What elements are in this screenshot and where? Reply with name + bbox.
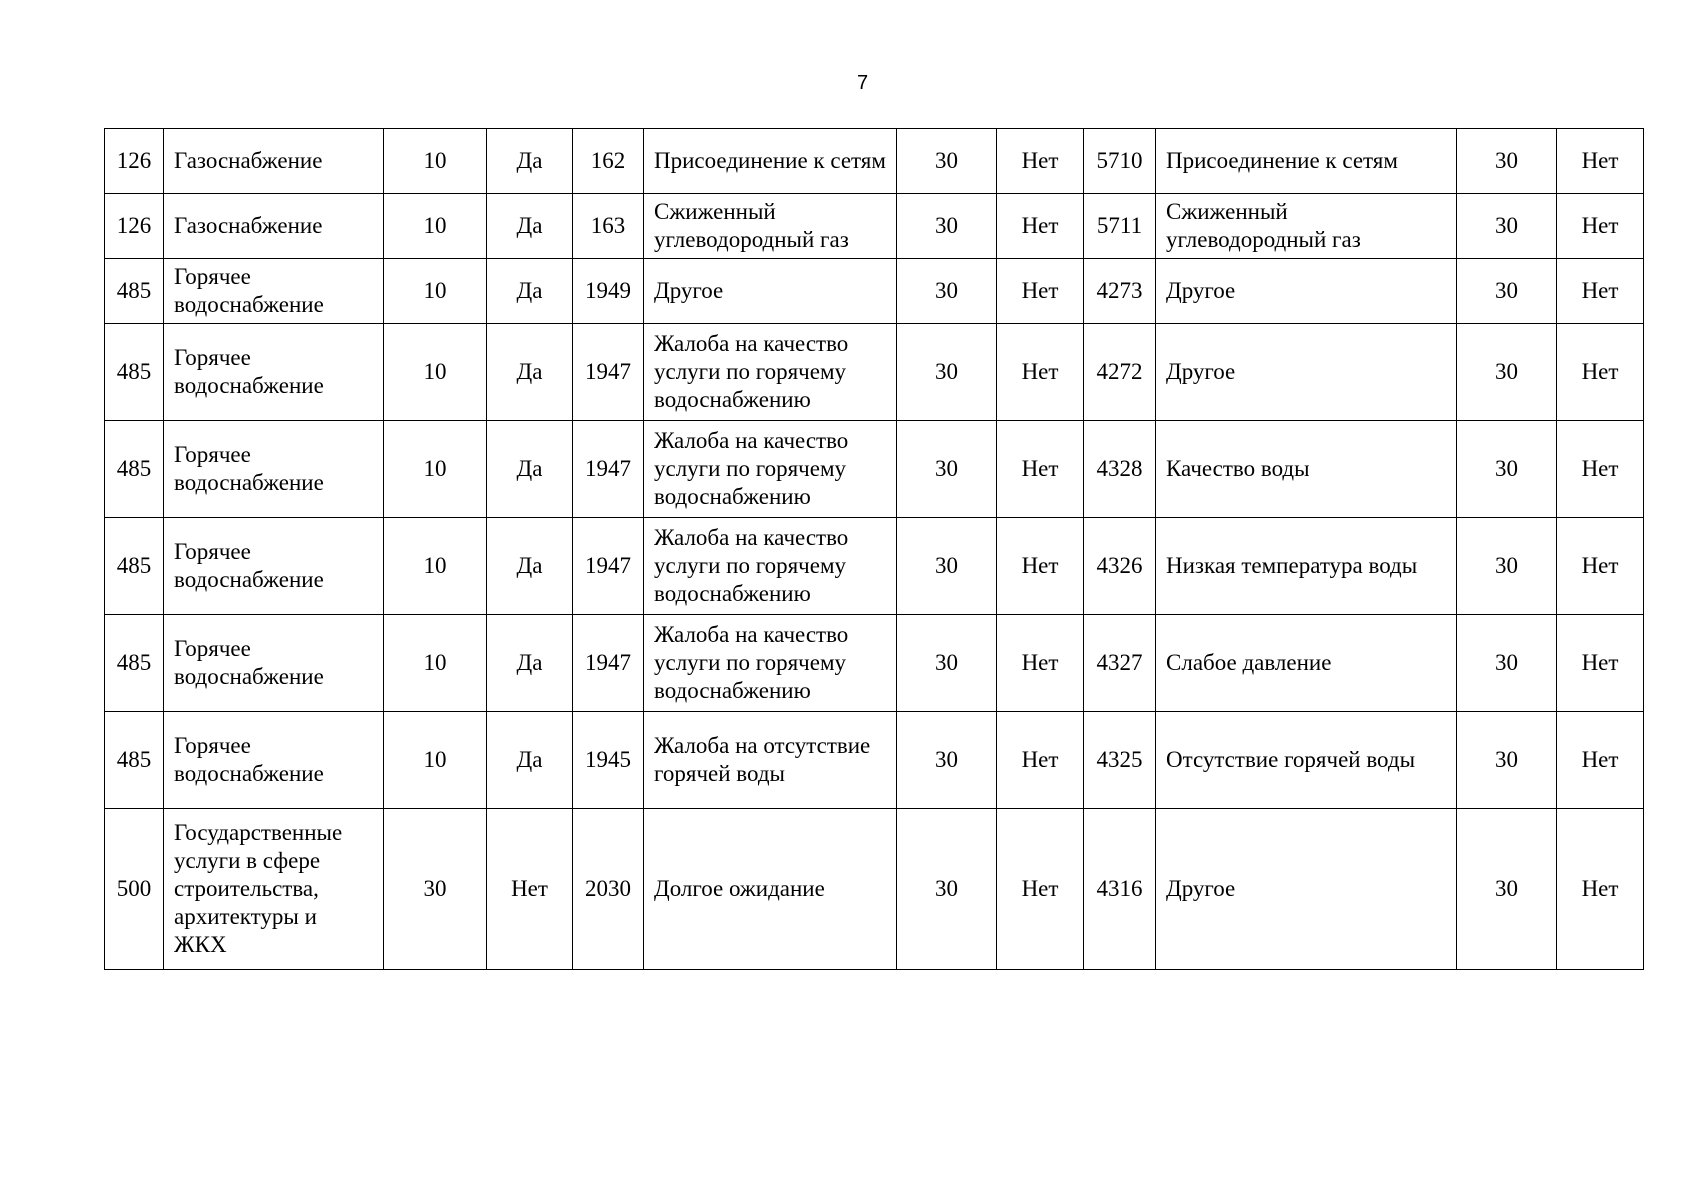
subcategory-id: 1945: [573, 712, 644, 809]
table-row: [105, 129, 1644, 194]
subcategory-flag: Нет: [997, 518, 1084, 615]
category-id: 485: [105, 518, 164, 615]
category-flag: Да: [487, 259, 573, 324]
category-id: 126: [105, 194, 164, 259]
category-name: Государственные услуги в сфере строительства, архитектуры и ЖКХ: [164, 809, 384, 970]
category-id: 126: [105, 129, 164, 194]
subcategory-id: 1949: [573, 259, 644, 324]
category-days: 10: [384, 194, 487, 259]
topic-days: 30: [1457, 259, 1557, 324]
topic-name: Качество воды: [1156, 421, 1457, 518]
subcategory-flag: Нет: [997, 194, 1084, 259]
category-id: 485: [105, 615, 164, 712]
subcategory-days: 30: [897, 421, 997, 518]
table-row: [105, 324, 1644, 421]
category-name: Газоснабжение: [164, 194, 384, 259]
topic-flag: Нет: [1557, 324, 1644, 421]
topic-name: Отсутствие горячей воды: [1156, 712, 1457, 809]
subcategory-id: 1947: [573, 518, 644, 615]
topic-id: 4327: [1084, 615, 1156, 712]
topic-flag: Нет: [1557, 518, 1644, 615]
subcategory-days: 30: [897, 809, 997, 970]
table-row: [105, 518, 1644, 615]
topic-name: Другое: [1156, 259, 1457, 324]
table-row: [105, 809, 1644, 970]
category-id: 485: [105, 259, 164, 324]
topic-days: 30: [1457, 712, 1557, 809]
topic-name: Другое: [1156, 324, 1457, 421]
topic-days: 30: [1457, 809, 1557, 970]
category-days: 10: [384, 324, 487, 421]
category-days: 10: [384, 518, 487, 615]
category-days: 10: [384, 421, 487, 518]
topic-id: 4325: [1084, 712, 1156, 809]
subcategory-name: Жалоба на качество услуги по горячему водоснабжению: [644, 615, 897, 712]
category-name: Газоснабжение: [164, 129, 384, 194]
subcategory-flag: Нет: [997, 324, 1084, 421]
table-row: [105, 712, 1644, 809]
subcategory-id: 1947: [573, 615, 644, 712]
subcategory-id: 2030: [573, 809, 644, 970]
subcategory-flag: Нет: [997, 809, 1084, 970]
data-table: [104, 128, 1644, 970]
topic-name: Присоединение к сетям: [1156, 129, 1457, 194]
category-name: Горячее водоснабжение: [164, 712, 384, 809]
topic-days: 30: [1457, 194, 1557, 259]
topic-id: 5711: [1084, 194, 1156, 259]
topic-days: 30: [1457, 324, 1557, 421]
category-id: 500: [105, 809, 164, 970]
subcategory-days: 30: [897, 615, 997, 712]
topic-flag: Нет: [1557, 194, 1644, 259]
table-row: [105, 194, 1644, 259]
topic-name: Низкая температура воды: [1156, 518, 1457, 615]
category-name: Горячее водоснабжение: [164, 615, 384, 712]
category-id: 485: [105, 421, 164, 518]
topic-id: 4273: [1084, 259, 1156, 324]
page-number: 7: [856, 72, 869, 94]
category-id: 485: [105, 712, 164, 809]
topic-flag: Нет: [1557, 259, 1644, 324]
topic-id: 4316: [1084, 809, 1156, 970]
subcategory-name: Долгое ожидание: [644, 809, 897, 970]
category-days: 10: [384, 712, 487, 809]
subcategory-name: Жалоба на отсутствие горячей воды: [644, 712, 897, 809]
subcategory-flag: Нет: [997, 421, 1084, 518]
category-name: Горячее водоснабжение: [164, 324, 384, 421]
subcategory-days: 30: [897, 194, 997, 259]
topic-flag: Нет: [1557, 712, 1644, 809]
category-flag: Да: [487, 712, 573, 809]
table-row: [105, 421, 1644, 518]
subcategory-days: 30: [897, 259, 997, 324]
topic-name: Другое: [1156, 809, 1457, 970]
topic-flag: Нет: [1557, 129, 1644, 194]
topic-name: Слабое давление: [1156, 615, 1457, 712]
subcategory-id: 162: [573, 129, 644, 194]
subcategory-days: 30: [897, 712, 997, 809]
subcategory-id: 1947: [573, 324, 644, 421]
subcategory-name: Жалоба на качество услуги по горячему водоснабжению: [644, 324, 897, 421]
subcategory-flag: Нет: [997, 259, 1084, 324]
subcategory-flag: Нет: [997, 615, 1084, 712]
subcategory-days: 30: [897, 324, 997, 421]
category-flag: Да: [487, 324, 573, 421]
subcategory-id: 1947: [573, 421, 644, 518]
category-days: 10: [384, 259, 487, 324]
category-name: Горячее водоснабжение: [164, 421, 384, 518]
topic-id: 4326: [1084, 518, 1156, 615]
category-days: 30: [384, 809, 487, 970]
topic-flag: Нет: [1557, 421, 1644, 518]
category-flag: Нет: [487, 809, 573, 970]
category-flag: Да: [487, 129, 573, 194]
topic-flag: Нет: [1557, 809, 1644, 970]
category-flag: Да: [487, 518, 573, 615]
topic-days: 30: [1457, 518, 1557, 615]
category-flag: Да: [487, 615, 573, 712]
topic-days: 30: [1457, 615, 1557, 712]
topic-flag: Нет: [1557, 615, 1644, 712]
subcategory-name: Другое: [644, 259, 897, 324]
category-days: 10: [384, 129, 487, 194]
subcategory-days: 30: [897, 129, 997, 194]
subcategory-id: 163: [573, 194, 644, 259]
topic-id: 4328: [1084, 421, 1156, 518]
category-name: Горячее водоснабжение: [164, 259, 384, 324]
subcategory-name: Жалоба на качество услуги по горячему водоснабжению: [644, 518, 897, 615]
category-id: 485: [105, 324, 164, 421]
category-flag: Да: [487, 194, 573, 259]
subcategory-name: Сжиженный углеводородный газ: [644, 194, 897, 259]
category-flag: Да: [487, 421, 573, 518]
topic-days: 30: [1457, 129, 1557, 194]
topic-id: 5710: [1084, 129, 1156, 194]
table-row: [105, 259, 1644, 324]
category-days: 10: [384, 615, 487, 712]
subcategory-name: Присоединение к сетям: [644, 129, 897, 194]
table-row: [105, 615, 1644, 712]
subcategory-days: 30: [897, 518, 997, 615]
category-name: Горячее водоснабжение: [164, 518, 384, 615]
topic-name: Сжиженный углеводородный газ: [1156, 194, 1457, 259]
subcategory-flag: Нет: [997, 712, 1084, 809]
topic-id: 4272: [1084, 324, 1156, 421]
subcategory-flag: Нет: [997, 129, 1084, 194]
subcategory-name: Жалоба на качество услуги по горячему водоснабжению: [644, 421, 897, 518]
topic-days: 30: [1457, 421, 1557, 518]
